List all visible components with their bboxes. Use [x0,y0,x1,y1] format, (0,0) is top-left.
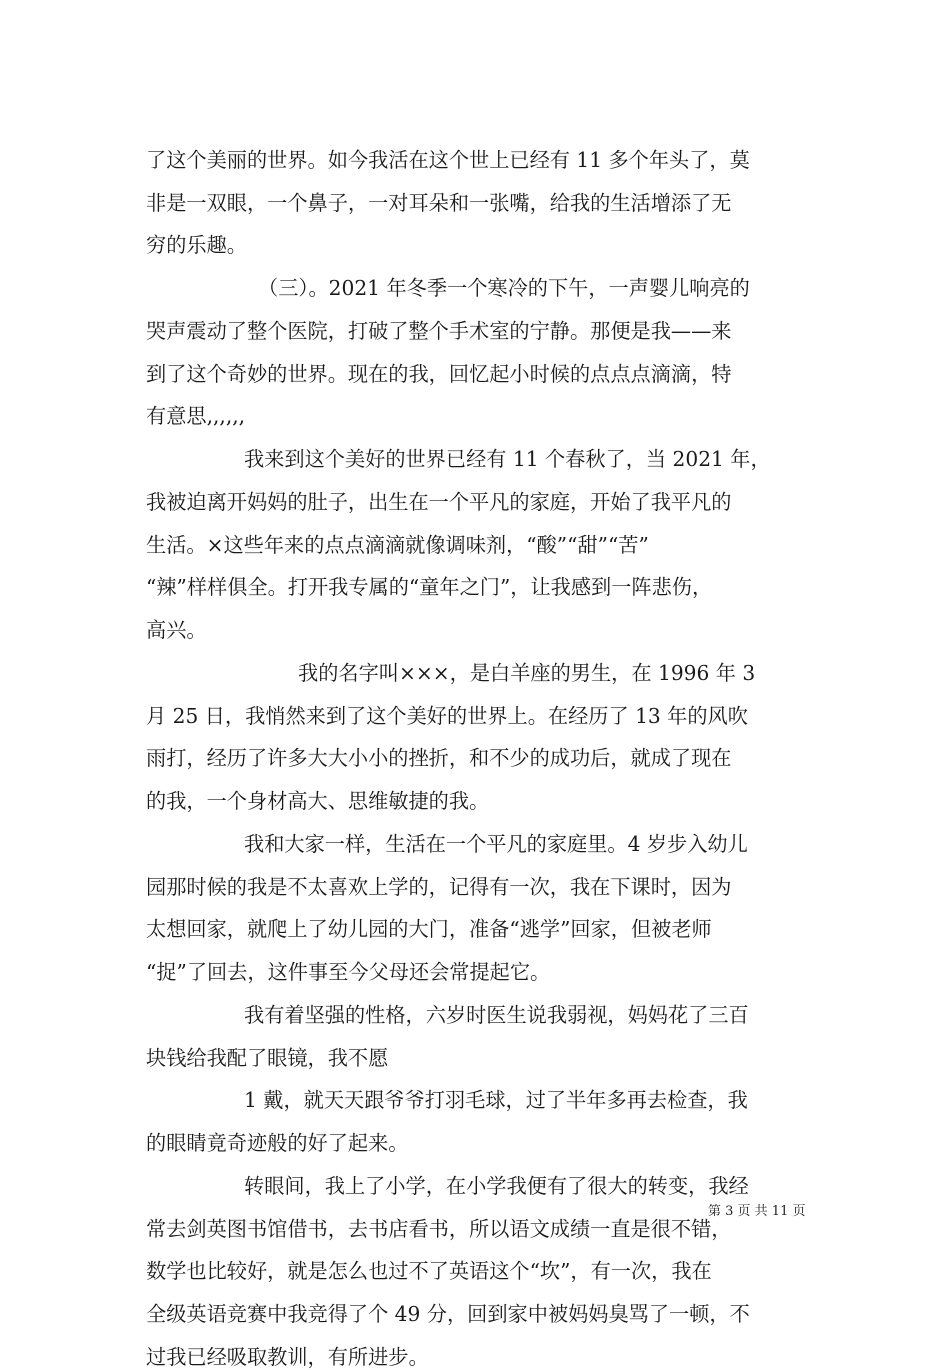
text-line: 月 25 日，我悄然来到了这个美好的世界上。在经历了 13 年的风吹 [146,704,748,728]
text-line: 高兴。 [146,618,207,642]
text-line: 了这个美丽的世界。如今我活在这个世上已经有 11 多个年头了，莫 [146,148,750,172]
text-line: 到了这个奇妙的世界。现在的我，回忆起小时候的点点点滴滴，特 [146,362,732,386]
text-line: “辣”样样俱全。打开我专属的“童年之门”，让我感到一阵悲伤， [146,575,713,599]
text-line: 穷的乐趣。 [146,233,247,257]
text-line: 全级英语竞赛中我竞得了个 49 分，回到家中被妈妈臭骂了一顿，不 [146,1302,750,1326]
text-line: 哭声震动了整个医院，打破了整个手术室的宁静。那便是我——来 [146,319,732,343]
text-line: 我的名字叫×××，是白羊座的男生，在 1996 年 3 [298,661,756,685]
text-line: 太想回家，就爬上了幼儿园的大门，准备“逃学”回家，但被老师 [146,917,712,941]
text-line: 园那时候的我是不太喜欢上学的，记得有一次，我在下课时，因为 [146,875,732,899]
text-line: 雨打，经历了许多大大小小的挫折，和不少的成功后，就成了现在 [146,746,732,770]
text-line: 常去剑英图书馆借书，去书店看书，所以语文成绩一直是很不错， [146,1217,732,1241]
text-line: 我来到这个美好的世界已经有 11 个春秋了，当 2021 年， [244,447,771,471]
text-line: 有意思,,,,,, [146,404,246,428]
text-line: 转眼间，我上了小学，在小学我便有了很大的转变，我经 [244,1174,749,1198]
text-line: 的眼睛竟奇迹般的好了起来。 [146,1131,409,1155]
page-number: 第 3 页 共 11 页 [708,1204,806,1219]
text-line: 我有着坚强的性格，六岁时医生说我弱视，妈妈花了三百 [244,1003,749,1027]
text-line: （三）。2021 年冬季一个寒冷的下午，一声婴儿响亮的 [258,276,750,300]
text-line: 非是一双眼，一个鼻子，一对耳朵和一张嘴，给我的生活增添了无 [146,191,732,215]
text-line: 的我，一个身材高大、思维敏捷的我。 [146,789,490,813]
text-line: 1 戴，就天天跟爷爷打羽毛球，过了半年多再去检查，我 [244,1088,748,1112]
text-line: 块钱给我配了眼镜，我不愿 [146,1046,389,1070]
text-line: 我被迫离开妈妈的肚子，出生在一个平凡的家庭，开始了我平凡的 [146,490,732,514]
text-line: 过我已经吸取教训，有所进步。 [146,1345,429,1369]
text-line: 我和大家一样，生活在一个平凡的家庭里。4 岁步入幼儿 [244,832,748,856]
text-line: 生活。×这些年来的点点滴滴就像调味剂，“酸”“甜”“苦” [146,533,649,557]
text-line: 数学也比较好，就是怎么也过不了英语这个“坎”，有一次，我在 [146,1259,712,1283]
text-line: “捉”了回去，这件事至今父母还会常提起它。 [146,960,551,984]
